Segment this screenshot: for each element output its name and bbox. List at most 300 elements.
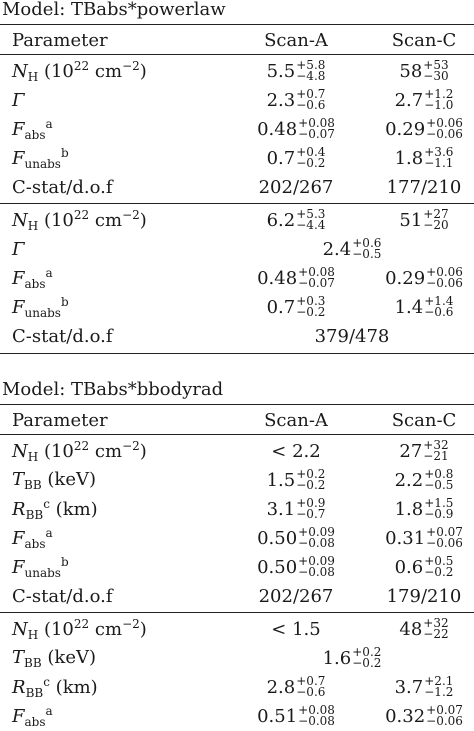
value [399,60,448,82]
value-main: 0.48 [257,118,298,140]
parameter-cell [12,643,96,673]
parameter-label [12,146,69,171]
scan-c-cell [372,523,474,553]
parameter-subscript: unabs [24,156,61,171]
error-plus: +0.4 [296,145,326,159]
parameter-symbol: N [12,60,28,82]
parameter-cell [12,114,53,144]
scan-c-cell [372,205,474,235]
scan-c-cell [372,172,474,202]
parameter-subscript: H [27,69,39,84]
error-minus: −0.06 [426,127,463,141]
value-errors [296,469,325,491]
value-main: 0.31 [385,527,426,549]
value-main: 202/267 [258,176,334,198]
error-plus: +0.9 [296,496,326,510]
value-errors [423,209,448,231]
parameter-cell [12,494,98,524]
error-minus: −1.2 [424,685,454,699]
error-minus: −0.6 [296,98,326,112]
parameter-text: C-stat/d.o.f [12,585,113,607]
error-minus: −0.2 [296,156,326,170]
parameter-cell [12,581,113,611]
unit-exponent: −2 [122,58,140,73]
unit-cm: cm [94,209,123,231]
value [323,238,382,260]
scan-a-cell [220,292,372,322]
parameter-cell [12,172,113,202]
scan-c-cell [372,56,474,86]
value-main: 1.4 [394,296,424,318]
parameter-subscript: H [27,449,39,464]
parameter-superscript: a [45,265,53,280]
parameter-symbol: T [12,646,25,668]
header-scan-a: Scan-A [264,29,328,51]
parameter-text: C-stat/d.o.f [12,176,113,198]
parameter-cell [12,321,113,351]
value [315,326,390,347]
value-main: 51 [399,209,423,231]
model-name: TBabs*powerlaw [71,0,226,20]
error-plus: +5.3 [296,207,326,221]
value-errors [296,147,325,169]
model-label: Model: [2,379,66,400]
error-minus: −0.5 [352,247,382,261]
parameter-label [12,295,69,320]
parameter-unit: (10 [43,440,74,462]
value [395,556,454,578]
table-row [0,85,474,115]
parameter-symbol: Γ [12,89,25,111]
parameter-symbol: R [12,676,26,698]
parameter-superscript: c [43,496,50,511]
value-errors [423,618,448,640]
header-scan-c: Scan-C [391,29,457,51]
unit-exponent: 22 [73,616,90,631]
parameter-symbol: F [12,267,25,289]
parameter-unit: (10 [43,209,74,231]
value [271,441,320,462]
joint-value-cell [262,234,442,264]
value [387,177,462,198]
parameter-label [12,90,25,111]
error-plus: +32 [423,616,449,630]
scan-c-cell [372,263,474,293]
error-plus: +0.09 [298,554,335,568]
error-plus: +53 [423,58,449,72]
parameter-superscript: b [60,554,69,569]
value-errors [298,527,335,549]
value [395,296,454,318]
parameter-subscript: abs [24,536,46,551]
error-plus: +3.6 [424,145,454,159]
error-minus: −0.9 [424,507,454,521]
parameter-cell [12,552,69,582]
value-errors [426,118,463,140]
value-errors [298,118,335,140]
parameter-label [12,675,98,700]
parameter-label [12,266,53,291]
parameter-superscript: b [60,145,69,160]
error-minus: −0.7 [296,507,326,521]
value [323,647,382,669]
value [259,586,334,607]
scan-a-cell [220,56,372,86]
parameter-unit: (keV) [47,646,96,668]
value [387,586,462,607]
value-errors [296,209,325,231]
value [267,89,326,111]
parameter-symbol: T [12,468,25,490]
error-plus: +0.06 [426,265,463,279]
table-row [0,614,474,644]
value-errors [298,705,335,727]
value-errors [296,296,325,318]
error-minus: −0.06 [426,714,463,728]
value-main: 179/210 [386,585,462,607]
value [399,440,448,462]
value-main: 0.6 [394,556,424,578]
parameter-symbol: F [12,118,25,140]
parameter-label [12,704,53,729]
table-row [0,581,474,611]
scan-a-cell [220,552,372,582]
parameter-subscript: unabs [24,305,61,320]
parameter-text: C-stat/d.o.f [12,325,113,347]
value-errors [426,527,463,549]
table-row [0,321,474,351]
value-main: 3.1 [266,498,296,520]
error-plus: +0.07 [426,525,463,539]
value [395,469,454,491]
error-plus: +0.2 [352,645,382,659]
value-main: 1.8 [394,498,424,520]
error-minus: −0.2 [352,656,382,670]
joint-value-cell [262,643,442,673]
parameter-cell [12,263,53,293]
model-title [2,0,226,20]
unit-exponent: −2 [122,207,140,222]
parameter-cell [12,436,147,466]
parameter-symbol: F [12,705,25,727]
scan-c-cell [372,292,474,322]
parameter-label [12,439,147,464]
scan-a-cell [220,465,372,495]
parameter-cell [12,465,96,495]
error-plus: +1.4 [424,294,454,308]
header-row [0,25,474,55]
table-row [0,643,474,673]
parameter-cell [12,56,147,86]
value [257,118,335,140]
error-plus: +0.08 [298,265,335,279]
value-main: 1.8 [394,147,424,169]
value-main: 379/478 [314,325,390,347]
parameter-superscript: c [43,674,50,689]
parameter-unit: (km) [55,676,98,698]
value-main: 2.4 [322,238,352,260]
table-row [0,523,474,553]
parameter-symbol: N [12,209,28,231]
table-row [0,494,474,524]
value-main: < 2.2 [271,440,321,462]
error-minus: −0.07 [298,127,335,141]
value-main: 177/210 [386,176,462,198]
parameter-label [12,526,53,551]
error-plus: +0.06 [426,116,463,130]
value [385,527,463,549]
value-errors [426,705,463,727]
value-errors [424,676,453,698]
table-row [0,114,474,144]
value-errors [298,556,335,578]
table-row [0,56,474,86]
parameter-cell [12,234,25,264]
error-plus: +1.2 [424,87,454,101]
error-minus: −0.06 [426,536,463,550]
parameter-label [12,117,53,142]
value-main: 2.2 [394,469,424,491]
value [257,556,335,578]
table-row [0,292,474,322]
scan-a-cell [220,494,372,524]
header-rule [0,434,474,435]
value [267,147,326,169]
scan-a-cell [220,614,372,644]
model-title [2,380,223,400]
error-plus: +0.8 [424,467,454,481]
parameter-symbol: F [12,147,25,169]
parameter-label [12,555,69,580]
parameter-symbol: F [12,527,25,549]
value-main: 0.48 [257,267,298,289]
header-parameter: Parameter [12,409,108,431]
unit-close: ) [139,618,147,640]
error-minus: −0.2 [424,565,454,579]
value [267,676,326,698]
parameter-subscript: BB [25,507,44,522]
parameter-symbol: N [12,618,28,640]
value-main: 202/267 [258,585,334,607]
unit-exponent: −2 [122,616,140,631]
value-main: 0.29 [385,118,426,140]
error-minus: −0.5 [424,478,454,492]
value [395,676,454,698]
mid-rule [0,612,474,613]
value-main: 3.7 [394,676,424,698]
unit-exponent: 22 [73,438,90,453]
value [395,147,454,169]
unit-close: ) [139,209,147,231]
value-main: 2.7 [394,89,424,111]
value-main: 0.50 [257,556,298,578]
scan-c-cell [372,552,474,582]
value-errors [296,676,325,698]
value-main: 6.2 [266,209,296,231]
value-errors [296,60,325,82]
error-minus: −21 [423,449,449,463]
error-plus: +0.2 [296,467,326,481]
value-main: 0.29 [385,267,426,289]
parameter-subscript: BB [25,685,44,700]
error-plus: +0.07 [426,703,463,717]
value-main: 0.51 [257,705,298,727]
parameter-label [12,586,113,607]
parameter-symbol: R [12,498,26,520]
value [257,267,335,289]
value [267,296,326,318]
table-row [0,234,474,264]
parameter-cell [12,85,25,115]
unit-exponent: 22 [73,58,90,73]
error-minus: −0.2 [296,478,326,492]
table-row [0,263,474,293]
value-main: 2.8 [266,676,296,698]
value [385,267,463,289]
error-plus: +27 [423,207,449,221]
joint-value-cell [262,321,442,351]
value [399,209,448,231]
unit-cm: cm [94,440,123,462]
header-rule [0,54,474,55]
scan-c-cell [372,614,474,644]
value-main: 1.6 [322,647,352,669]
value [395,498,454,520]
value [385,705,463,727]
unit-cm: cm [94,618,123,640]
parameter-label [12,177,113,198]
scan-c-cell [372,581,474,611]
value-main: 48 [399,618,423,640]
parameter-label [12,497,98,522]
parameter-label [12,239,25,260]
value-main: < 1.5 [271,618,321,640]
parameter-symbol: N [12,440,28,462]
value-main: 27 [399,440,423,462]
value-errors [296,498,325,520]
value [267,60,326,82]
table-row [0,172,474,202]
error-minus: −0.06 [426,276,463,290]
error-plus: +0.09 [298,525,335,539]
scan-c-cell [372,85,474,115]
value-errors [424,469,453,491]
header-row [0,405,474,435]
scan-c-cell [372,465,474,495]
value [395,89,454,111]
header-scan-a: Scan-A [264,409,328,431]
parameter-unit: (10 [43,60,74,82]
parameter-subscript: H [27,627,39,642]
error-plus: +0.08 [298,703,335,717]
scan-a-cell [220,172,372,202]
parameter-cell [12,672,98,702]
scan-a-cell [220,85,372,115]
scan-c-cell [372,494,474,524]
parameter-superscript: a [45,703,53,718]
parameter-symbol: F [12,296,25,318]
error-plus: +1.5 [424,496,454,510]
parameter-cell [12,143,69,173]
error-minus: −0.07 [298,276,335,290]
parameter-label [12,326,113,347]
parameter-cell [12,523,53,553]
model-label: Model: [2,0,66,20]
mid-rule [0,203,474,204]
error-minus: −0.08 [298,536,335,550]
value-main: 0.32 [385,705,426,727]
value-errors [352,647,381,669]
header-parameter: Parameter [12,29,108,51]
error-minus: −0.08 [298,714,335,728]
parameter-subscript: unabs [24,565,61,580]
unit-cm: cm [94,60,123,82]
parameter-superscript: a [45,116,53,131]
value-errors [296,89,325,111]
value-main: 1.5 [266,469,296,491]
value [257,527,335,549]
value-errors [424,89,453,111]
table-row [0,552,474,582]
scan-c-cell [372,436,474,466]
parameter-label [12,617,147,642]
value-errors [423,60,448,82]
value [257,705,335,727]
error-minus: −1.1 [424,156,454,170]
parameter-unit: (keV) [47,468,96,490]
scan-a-cell [220,436,372,466]
error-plus: +2.1 [424,674,454,688]
bottom-rule [0,353,474,354]
error-minus: −0.6 [296,685,326,699]
value-errors [298,267,335,289]
table-row [0,436,474,466]
error-plus: +0.08 [298,116,335,130]
parameter-unit: (km) [55,498,98,520]
parameter-superscript: a [45,525,53,540]
header-scan-c: Scan-C [391,409,457,431]
scan-a-cell [220,523,372,553]
table-row [0,672,474,702]
scan-c-cell [372,143,474,173]
scan-a-cell [220,205,372,235]
parameter-subscript: abs [24,127,46,142]
error-plus: +0.7 [296,674,326,688]
parameter-subscript: BB [24,655,42,670]
parameter-cell [12,292,69,322]
parameter-cell [12,614,147,644]
scan-c-cell [372,672,474,702]
value-main: 5.5 [266,60,296,82]
unit-close: ) [139,60,147,82]
parameter-label [12,208,147,233]
value-main: 2.3 [266,89,296,111]
table-row [0,465,474,495]
error-plus: +0.6 [352,236,382,250]
scan-c-cell [372,114,474,144]
value-errors [423,440,448,462]
value-errors [424,147,453,169]
table-row [0,143,474,173]
value-errors [426,267,463,289]
value [267,469,326,491]
scan-a-cell [220,114,372,144]
value [259,177,334,198]
parameter-superscript: b [60,294,69,309]
error-minus: −1.0 [424,98,454,112]
value-main: 0.7 [266,296,296,318]
value-main: 0.50 [257,527,298,549]
